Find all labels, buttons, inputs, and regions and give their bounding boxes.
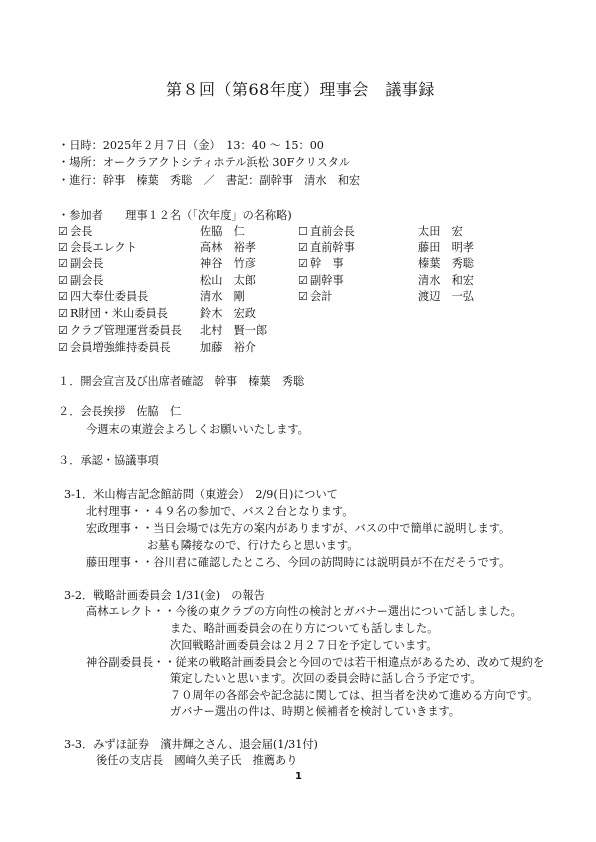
attendee-name-right-0: 太田 宏 <box>418 225 463 238</box>
attendee-name-left-7: 加藤 裕介 <box>200 341 256 354</box>
attendee-name-right-1: 藤田 明孝 <box>418 241 474 254</box>
attendee-mark-left-5: ☑ <box>58 307 69 320</box>
attendee-name-right-4: 渡辺 一弘 <box>418 290 474 303</box>
meta-place: ・場所：オークラアクトシティホテル浜松 30Fクリスタル <box>58 156 351 169</box>
attendee-role-left-0: 会長 <box>70 225 93 238</box>
meta-host: ・進行：幹事 榛葉 秀聡 ／ 書記：副幹事 清水 和宏 <box>58 174 361 187</box>
attendee-mark-right-0: ☐ <box>298 225 309 238</box>
item-3-2-line-0: 高林エレクト・・今後の東クラブの方向性の検討とガバナー選出について話しました。 <box>86 605 522 618</box>
attendee-role-left-2: 副会長 <box>70 257 104 270</box>
attendee-mark-left-3: ☑ <box>58 274 69 287</box>
attendee-name-left-4: 清水 剛 <box>200 290 245 303</box>
attendee-mark-right-1: ☑ <box>298 241 309 254</box>
attendee-name-left-2: 神谷 竹彦 <box>200 257 256 270</box>
attendee-mark-left-0: ☑ <box>58 225 69 238</box>
item-3-1-line-2: お墓も隣接なので、行けたらと思います。 <box>147 539 359 552</box>
attendee-role-left-5: R財団・米山委員長 <box>70 307 168 320</box>
item-3-1-line-0: 北村理事・・４９名の参加で、バス２台となります。 <box>86 505 354 518</box>
item-3-3-line-0: 後任の支店長 國﨑久美子氏 推薦あり <box>96 754 298 767</box>
attendee-mark-right-3: ☑ <box>298 274 309 287</box>
attendee-role-left-3: 副会長 <box>70 274 104 287</box>
attendee-mark-left-4: ☑ <box>58 290 69 303</box>
attendee-mark-left-6: ☑ <box>58 324 69 337</box>
attendee-name-left-0: 佐脇 仁 <box>200 225 245 238</box>
attendee-role-left-7: 会員増強維持委員長 <box>70 341 171 354</box>
attendee-mark-left-1: ☑ <box>58 241 69 254</box>
section-2-body: 今週末の東遊会よろしくお願いいたします。 <box>86 423 309 436</box>
attendee-role-right-3: 副幹事 <box>310 274 344 287</box>
attendee-name-left-6: 北村 賢一郎 <box>200 324 268 337</box>
attendee-name-right-2: 榛葉 秀聡 <box>418 257 474 270</box>
attendee-role-left-4: 四大奉仕委員長 <box>70 290 149 303</box>
attendee-mark-right-4: ☑ <box>298 290 309 303</box>
attendee-name-left-3: 松山 太郎 <box>200 274 256 287</box>
item-3-2-line-4: 策定したいと思います。次回の委員会時に話し合う予定です。 <box>170 672 482 685</box>
attendee-role-right-1: 直前幹事 <box>310 241 355 254</box>
attendee-mark-right-2: ☑ <box>298 257 309 270</box>
attendee-role-left-6: クラブ管理運営委員長 <box>70 324 182 337</box>
attendee-name-left-5: 鈴木 宏政 <box>200 307 256 320</box>
attendee-role-right-2: 幹 事 <box>310 257 344 270</box>
page-title: 第８回（第68年度）理事会 議事録 <box>166 80 435 99</box>
attendee-name-right-3: 清水 和宏 <box>418 274 474 287</box>
section-2-heading: ２．会長挨拶 佐脇 仁 <box>58 405 182 418</box>
attendee-role-left-1: 会長エレクト <box>70 241 137 254</box>
item-3-1-line-3: 藤田理事・・谷川君に確認したところ、今回の訪問時には説明員が不在だそうです。 <box>86 556 511 569</box>
attendee-name-left-1: 高林 裕孝 <box>200 241 256 254</box>
attendee-mark-left-7: ☑ <box>58 341 69 354</box>
section-3-heading: ３．承認・協議事項 <box>58 454 159 467</box>
page-number: 1 <box>295 771 302 782</box>
attendee-role-right-0: 直前会長 <box>310 225 355 238</box>
item-3-2-line-3: 神谷副委員長・・従来の戦略計画委員会と今回のでは若干相違点があるため、改めて規約を <box>86 656 545 669</box>
item-3-2-line-5: ７０周年の各部会や記念誌に関しては、担当者を決めて進める方向です。 <box>170 689 539 702</box>
item-3-2-line-1: また、略計画委員会の在り方についても話しました。 <box>170 622 439 635</box>
item-3-2-line-2: 次回戦略計画委員会は２月２７日を予定しています。 <box>170 639 438 652</box>
item-3-3-heading: 3-3．みずほ証券 濱井輝之さん、退会届(1/31付) <box>64 738 318 751</box>
item-3-1-line-1: 宏政理事・・当日会場では先方の案内がありますが、バスの中で簡単に説明します。 <box>86 522 511 535</box>
item-3-2-line-6: ガバナー選出の件は、時期と候補者を検討していきます。 <box>170 705 460 718</box>
section-1-heading: １．開会宣言及び出席者確認 幹事 榛葉 秀聡 <box>58 375 305 388</box>
item-3-2-heading: 3-2．戦略計画委員会 1/31(金) の報告 <box>64 589 265 602</box>
meta-datetime: ・日時：2025年２月７日（金） 13：40 ～ 15：00 <box>58 139 324 152</box>
attendees-heading: ・参加者 理事１２名（「次年度」の名称略) <box>58 209 292 222</box>
attendee-role-right-4: 会計 <box>310 290 333 303</box>
item-3-1-heading: 3-1．米山梅吉記念館訪問（東遊会） 2/9(日)について <box>64 488 338 501</box>
attendee-mark-left-2: ☑ <box>58 257 69 270</box>
